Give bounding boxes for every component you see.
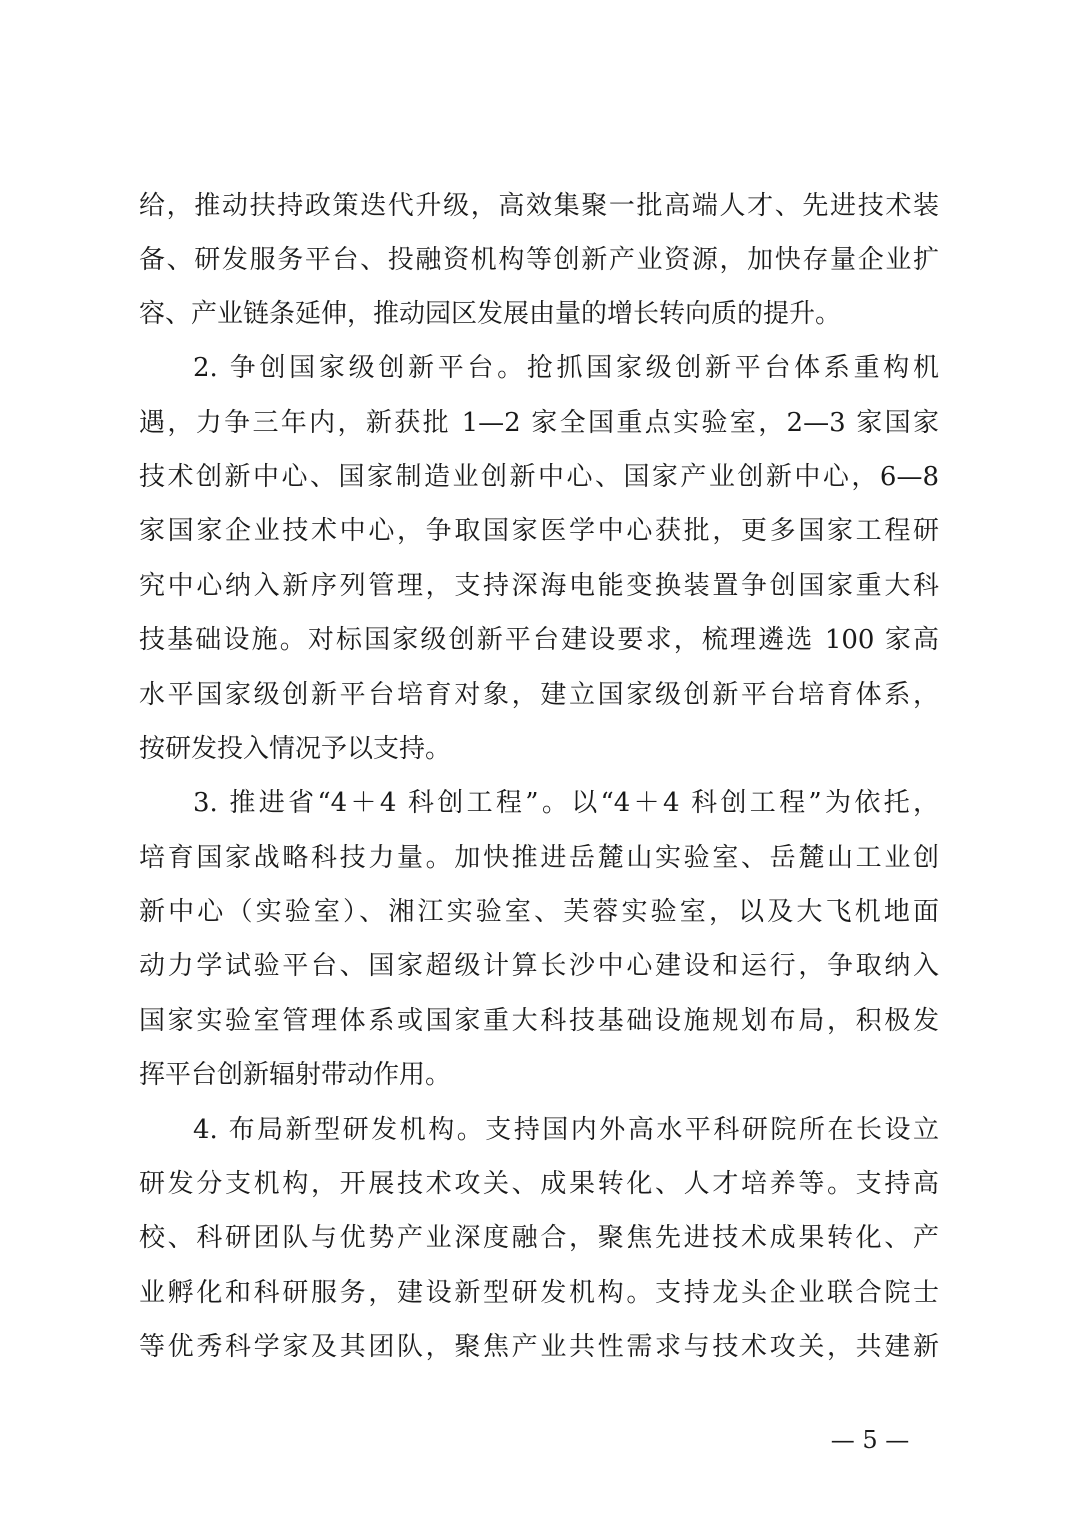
text-line: 新中心（实验室）、湘江实验室、芙蓉实验室，以及大飞机地面 [139, 897, 939, 927]
section-2-heading-line: 2. 争创国家级创新平台。抢抓国家级创新平台体系重构机 [193, 353, 939, 383]
text-line: 水平国家级创新平台培育对象，建立国家级创新平台培育体系， [139, 680, 939, 710]
text-line: 按研发投入情况予以支持。 [139, 734, 452, 764]
text-line: 校、科研团队与优势产业深度融合，聚焦先进技术成果转化、产 [139, 1223, 939, 1253]
text-line: 容、产业链条延伸，推动园区发展由量的增长转向质的提升。 [139, 299, 842, 329]
text-line: 培育国家战略科技力量。加快推进岳麓山实验室、岳麓山工业创 [139, 843, 939, 873]
text-line: 业孵化和科研服务，建设新型研发机构。支持龙头企业联合院士 [139, 1278, 939, 1308]
text-line: 动力学试验平台、国家超级计算长沙中心建设和运行，争取纳入 [139, 951, 939, 981]
text-line: 研发分支机构，开展技术攻关、成果转化、人才培养等。支持高 [139, 1169, 939, 1199]
text-line: 技基础设施。对标国家级创新平台建设要求，梳理遴选 100 家高 [139, 625, 939, 655]
section-3-heading-line: 3. 推进省“4＋4 科创工程”。以“4＋4 科创工程”为依托， [193, 788, 939, 818]
page-number: — 5 — [830, 1426, 910, 1454]
text-line: 究中心纳入新序列管理，支持深海电能变换装置争创国家重大科 [139, 571, 939, 601]
text-line: 等优秀科学家及其团队，聚焦产业共性需求与技术攻关，共建新 [139, 1332, 939, 1362]
text-line: 国家实验室管理体系或国家重大科技基础设施规划布局，积极发 [139, 1006, 939, 1036]
text-line: 挥平台创新辐射带动作用。 [139, 1060, 452, 1090]
text-line: 家国家企业技术中心，争取国家医学中心获批，更多国家工程研 [139, 516, 939, 546]
text-line: 技术创新中心、国家制造业创新中心、国家产业创新中心，6—8 [139, 462, 939, 492]
text-line: 备、研发服务平台、投融资机构等创新产业资源，加快存量企业扩 [139, 245, 939, 275]
text-line: 遇，力争三年内，新获批 1—2 家全国重点实验室，2—3 家国家 [139, 408, 939, 438]
section-4-heading-line: 4. 布局新型研发机构。支持国内外高水平科研院所在长设立 [193, 1115, 939, 1145]
text-line: 给，推动扶持政策迭代升级，高效集聚一批高端人才、先进技术装 [139, 191, 939, 221]
